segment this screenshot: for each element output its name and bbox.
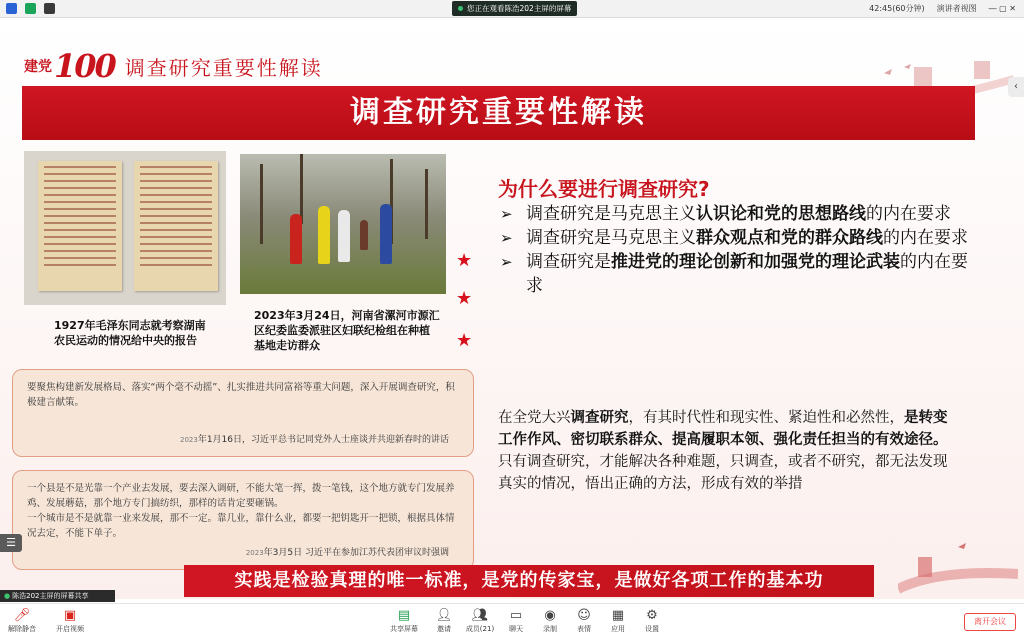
quote-box <box>12 470 474 570</box>
video-button[interactable]: ▣ 开启视频 <box>50 608 90 634</box>
record-icon: ◉ <box>544 608 556 623</box>
orchard-visit-photo <box>240 154 446 294</box>
system-bar <box>0 0 1024 18</box>
invite-icon: 👤︎ <box>435 608 453 623</box>
great-wall-illustration <box>898 539 1018 599</box>
chat-button[interactable]: ▭ 聊天 <box>496 608 536 634</box>
timer: 42:45(60分钟) <box>869 4 925 13</box>
party-100-logo: 建党 100 调查研究重要性解读 <box>24 47 323 85</box>
panel-collapse-handle[interactable]: ‹ <box>1008 77 1024 97</box>
bottom-banner-text: 实践是检验真理的唯一标准，是党的传家宝，是做好各项工作的基本功 <box>234 570 824 591</box>
star-icon: ★ <box>456 288 473 309</box>
signal-icon <box>44 3 55 14</box>
presentation-slide <box>0 19 1024 599</box>
invite-button[interactable]: 👤︎ 邀请 <box>424 608 464 634</box>
leave-meeting-button[interactable]: 离开会议 <box>964 613 1016 631</box>
quote-source: 2023年1月16日，习近平总书记同党外人士座谈并共迎新春时的讲话 <box>179 435 449 445</box>
section-heading: 为什么要进行调查研究? <box>498 177 710 201</box>
reaction-button[interactable]: ☺ 表情 <box>564 608 604 634</box>
apps-button[interactable]: ▦ 应用 <box>598 608 638 634</box>
participants-button[interactable]: 👥︎ 成员(21) <box>460 608 500 634</box>
meeting-toolbar <box>0 603 1024 637</box>
report-document-photo <box>24 151 226 305</box>
app-icon <box>6 3 17 14</box>
chat-icon: ▭ <box>509 608 523 623</box>
microphone-icon: ● <box>4 592 11 600</box>
emoji-icon: ☺ <box>577 608 591 623</box>
share-screen-icon: ▤ <box>397 608 411 623</box>
record-button[interactable]: ◉ 录制 <box>530 608 570 634</box>
list-item: ➢ 调查研究是马克思主义群众观点和党的群众路线的内在要求 <box>500 226 970 250</box>
mute-button[interactable]: 🎤︎ 解除静音 <box>2 608 42 634</box>
share-notice[interactable]: 您正在观看陈浩202主屏的屏幕 <box>452 1 577 16</box>
speaker-label: ● 陈浩202主屏的屏幕共享 <box>0 590 115 602</box>
quote-text: 一个县是不是光靠一个产业去发展，要去深入调研，不能大笔一挥，拨一笔钱，这个地方就专门发展养鸡、发展蘑菇，那个地方专门搞纺织，那样的话肯定要砸锅。 一个城市是不是就靠一业来发展，那不一定。靠几业，靠什么业，都要一把钥匙开一把锁，根据具体情况去定，不能下单子。 <box>27 483 455 539</box>
list-item: ➢ 调查研究是马克思主义认识论和党的思想路线的内在要求 <box>500 202 970 226</box>
view-mode-button[interactable]: 演讲者视图 <box>936 4 977 13</box>
star-icon: ★ <box>456 250 473 271</box>
security-icon <box>25 3 36 14</box>
header-subtitle: 调查研究重要性解读 <box>124 55 323 80</box>
apps-icon: ▦ <box>611 608 625 623</box>
document-page <box>38 161 122 291</box>
summary-paragraph: 在全党大兴调查研究，有其时代性和现实性、紧迫性和必然性，是转变工作作风、密切联系群众、提高履职本领、强化责任担当的有效途径。只有调查研究，才能解决各种难题，只调查，或者不研究，都无法发现真实的情况，悟出正确的方法，形成有效的举措 <box>498 410 948 492</box>
quote-source: 2023年3月5日 习近平在参加江苏代表团审议时强调 <box>245 548 449 558</box>
menu-icon[interactable]: ☰ <box>0 534 22 552</box>
bottom-banner <box>184 565 874 597</box>
gear-icon: ⚙ <box>646 608 658 623</box>
participants-icon: 👥︎ <box>471 608 489 623</box>
sharing-dot-icon <box>458 6 463 11</box>
slide-title: 调查研究重要性解读 <box>350 95 647 130</box>
star-icon: ★ <box>456 330 473 351</box>
microphone-muted-icon: 🎤︎ <box>13 608 31 623</box>
window-controls[interactable]: ― ▢ ✕ <box>988 4 1016 13</box>
camera-off-icon: ▣ <box>63 608 77 623</box>
quote-text: 要聚焦构建新发展格局、落实“两个毫不动摇”、扎实推进共同富裕等重大问题，深入开展调查研究，积极建言献策。 <box>27 382 455 408</box>
photo1-caption: 1927年毛泽东同志就考察湖南农民运动的情况给中央的报告 <box>54 319 206 347</box>
list-item: ➢ 调查研究是推进党的理论创新和加强党的理论武装的内在要求 <box>500 250 970 298</box>
settings-button[interactable]: ⚙ 设置 <box>632 608 672 634</box>
share-screen-button[interactable]: ▤ 共享屏幕 <box>384 608 424 634</box>
title-banner <box>22 86 975 140</box>
reasons-list <box>500 202 970 298</box>
photo2-caption: 2023年3月24日，河南省漯河市源汇区纪委监委派驻区妇联纪检组在种植基地走访群众 <box>254 309 440 352</box>
document-page <box>134 161 218 291</box>
quote-box <box>12 369 474 457</box>
